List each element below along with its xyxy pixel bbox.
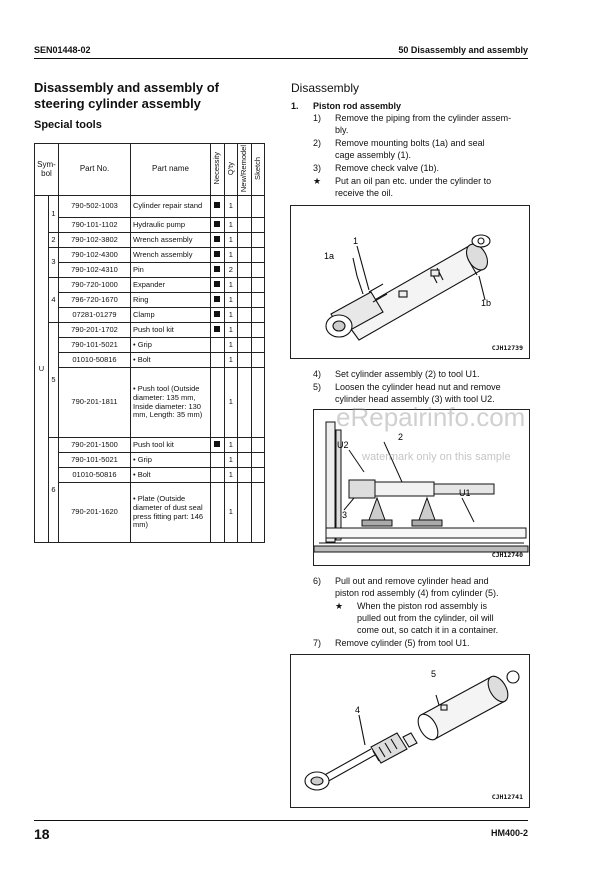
callout-u2: U2	[337, 440, 349, 450]
table-row	[35, 353, 265, 368]
stand-illustration	[314, 410, 529, 565]
table-row	[35, 263, 265, 278]
part-no: 01010-50816	[59, 353, 131, 368]
table-row	[35, 278, 265, 293]
callout-1a: 1a	[324, 251, 335, 261]
special-tools-heading: Special tools	[34, 119, 102, 131]
part-no: 790-102-3802	[59, 233, 131, 248]
table-row	[35, 293, 265, 308]
part-no: 790-102-4300	[59, 248, 131, 263]
sub-symbol: 4	[49, 278, 59, 323]
table-row	[35, 338, 265, 353]
col-sketch: Sketch	[251, 144, 265, 196]
special-tools-table	[34, 143, 265, 543]
callout-2: 2	[398, 432, 404, 442]
cylinder-illustration	[291, 206, 529, 358]
col-part-no: Part No.	[59, 144, 131, 196]
step-1-2: 2) Remove mounting bolts (1a) and seal cage assembly (1).	[313, 138, 485, 160]
necessity-mark	[211, 218, 225, 233]
section-title: 50 Disassembly and assembly	[398, 45, 528, 55]
table-row	[35, 468, 265, 483]
step-1-6: 6) Pull out and remove cylinder head and piston rod assembly (4) from cylinder (5).	[313, 576, 499, 598]
header-rule	[34, 58, 528, 59]
part-no: 790-101-1102	[59, 218, 131, 233]
col-symbol: Sym-bol	[35, 144, 59, 196]
title-line-2: steering cylinder assembly	[34, 96, 201, 111]
part-no: 790-201-1702	[59, 323, 131, 338]
part-name: • Bolt	[131, 468, 211, 483]
part-no: 790-101-5021	[59, 453, 131, 468]
qty: 1	[224, 468, 238, 483]
qty: 1	[224, 196, 238, 218]
qty: 1	[224, 353, 238, 368]
callout-u1: U1	[459, 488, 471, 498]
qty: 1	[224, 248, 238, 263]
part-name: Ring	[131, 293, 211, 308]
table-row	[35, 453, 265, 468]
necessity-mark	[211, 293, 225, 308]
sub-symbol: 5	[49, 323, 59, 438]
qty: 1	[224, 438, 238, 453]
qty: 1	[224, 453, 238, 468]
table-row	[35, 323, 265, 338]
watermark-note: watermark only on this sample	[362, 451, 511, 463]
part-name: Cylinder repair stand	[131, 196, 211, 218]
table-row	[35, 438, 265, 453]
page-number: 18	[34, 826, 50, 842]
callout-1b: 1b	[481, 298, 492, 308]
table-row	[35, 196, 265, 218]
part-no: 790-201-1500	[59, 438, 131, 453]
part-name: Pin	[131, 263, 211, 278]
qty: 2	[224, 263, 238, 278]
sub-symbol: 2	[49, 233, 59, 248]
step-1-5: 5) Loosen the cylinder head nut and remove cylinder head assembly (3) with tool U2.	[313, 382, 501, 404]
qty: 1	[224, 308, 238, 323]
figure-code: CJH12740	[491, 551, 523, 559]
step-1-3-note: ★ Put an oil pan etc. under the cylinder to receive the oil.	[313, 176, 492, 198]
necessity-mark	[211, 263, 225, 278]
part-no: 790-502-1003	[59, 196, 131, 218]
part-name: Hydraulic pump	[131, 218, 211, 233]
col-necessity: Necessity	[211, 144, 225, 196]
table-row	[35, 368, 265, 438]
part-no: 796-720-1670	[59, 293, 131, 308]
part-no: 790-102-4310	[59, 263, 131, 278]
necessity-mark	[211, 323, 225, 338]
qty: 1	[224, 368, 238, 438]
necessity-mark	[211, 233, 225, 248]
col-part-name: Part name	[131, 144, 211, 196]
footer-rule	[34, 820, 528, 821]
necessity-mark	[211, 438, 225, 453]
part-name: • Grip	[131, 453, 211, 468]
col-qty: Q'ty	[224, 144, 238, 196]
necessity-mark	[211, 278, 225, 293]
part-name: • Plate (Outside diameter of dust seal press fitting part: 146 mm)	[131, 483, 211, 543]
part-no: 790-101-5021	[59, 338, 131, 353]
callout-4: 4	[355, 705, 361, 715]
qty: 1	[224, 233, 238, 248]
part-no: 790-201-1811	[59, 368, 131, 438]
watermark-site: eRepairinfo.com	[336, 402, 526, 432]
table-row	[35, 233, 265, 248]
necessity-mark	[211, 196, 225, 218]
part-no: 01010-50816	[59, 468, 131, 483]
qty: 1	[224, 323, 238, 338]
part-name: Wrench assembly	[131, 248, 211, 263]
step-1-6-note: ★ When the piston rod assembly is pulled out from the cylinder, oil will come out, so catch it in a container.	[335, 601, 499, 635]
necessity-mark	[211, 308, 225, 323]
part-name: • Grip	[131, 338, 211, 353]
qty: 1	[224, 218, 238, 233]
col-new-remodel: New/Remodel	[238, 144, 252, 196]
sub-symbol: 3	[49, 248, 59, 278]
table-row	[35, 308, 265, 323]
necessity-mark	[211, 248, 225, 263]
doc-code: SEN01448-02	[34, 45, 91, 55]
part-name: Push tool kit	[131, 438, 211, 453]
part-name: • Bolt	[131, 353, 211, 368]
figure-code: CJH12741	[491, 793, 523, 801]
qty: 1	[224, 293, 238, 308]
figure-rod-removal	[290, 654, 530, 808]
part-name: • Push tool (Outside diameter: 135 mm, Inside diameter: 130 mm, Length: 35 mm)	[131, 368, 211, 438]
sub-symbol: 6	[49, 438, 59, 543]
model-code: HM400-2	[490, 828, 528, 838]
part-no: 790-201-1620	[59, 483, 131, 543]
callout-1: 1	[353, 236, 359, 246]
table-row	[35, 248, 265, 263]
figure-cylinder-exterior	[290, 205, 530, 359]
title-line-1: Disassembly and assembly of	[34, 80, 219, 95]
qty: 1	[224, 278, 238, 293]
table-row	[35, 218, 265, 233]
part-name: Push tool kit	[131, 323, 211, 338]
table-row	[35, 483, 265, 543]
part-no: 790-720-1000	[59, 278, 131, 293]
table-header-row	[35, 144, 265, 196]
part-name: Clamp	[131, 308, 211, 323]
qty: 1	[224, 483, 238, 543]
part-no: 07281-01279	[59, 308, 131, 323]
page-title	[34, 80, 219, 112]
qty: 1	[224, 338, 238, 353]
rod-removal-illustration	[291, 655, 529, 807]
step-1-1: 1) Remove the piping from the cylinder assem- bly.	[313, 113, 512, 135]
part-name: Expander	[131, 278, 211, 293]
disassembly-heading: Disassembly	[291, 81, 360, 95]
figure-code: CJH12739	[491, 344, 523, 352]
part-name: Wrench assembly	[131, 233, 211, 248]
callout-5: 5	[431, 669, 437, 679]
sub-symbol: 1	[49, 196, 59, 233]
symbol-group: U	[35, 196, 49, 543]
callout-3: 3	[342, 510, 348, 520]
